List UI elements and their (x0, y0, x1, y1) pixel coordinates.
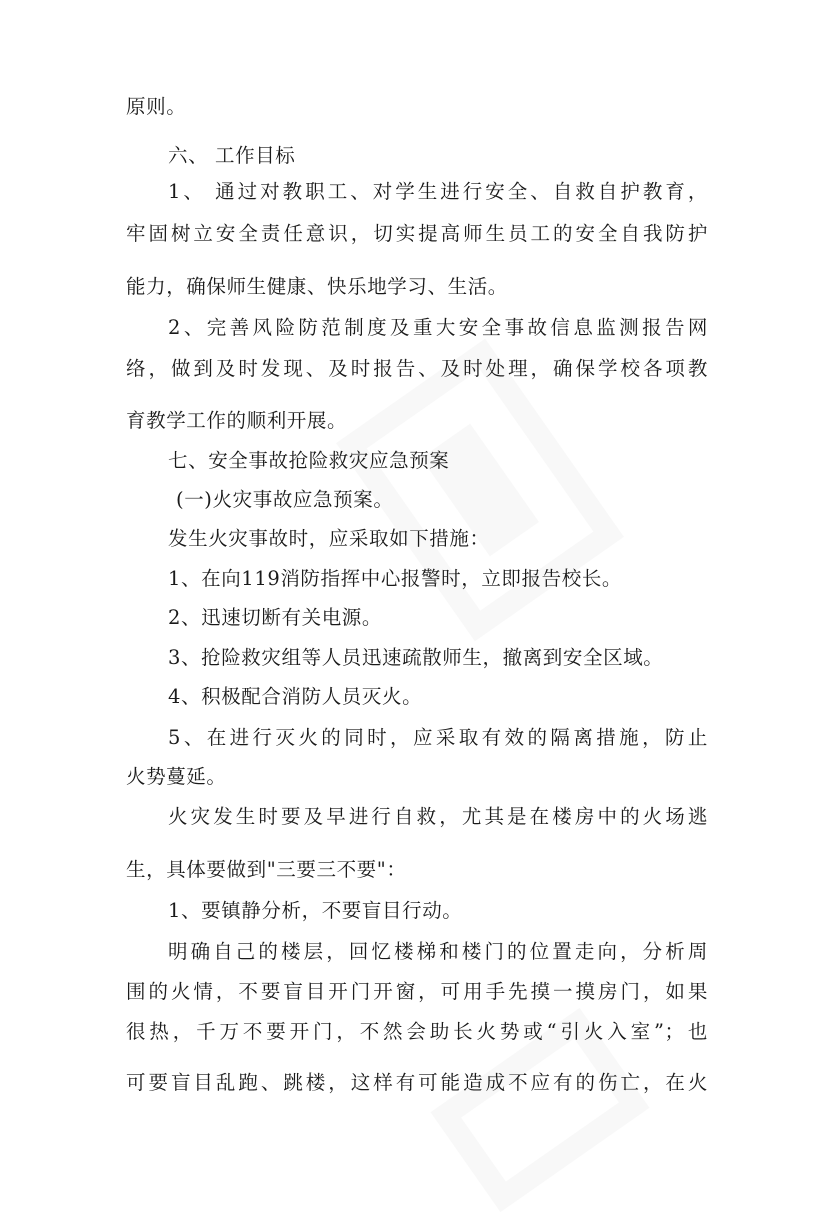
list-item: 4、积极配合消防人员灭火。 (168, 685, 423, 708)
list-item: 2、迅速切断有关电源。 (168, 606, 383, 629)
text-line: 很热，千万不要开门，不然会助长火势或“引火入室”；也 (126, 1020, 708, 1043)
text-line: 围的火情，不要盲目开门开窗，可用手先摸一摸房门，如果 (126, 980, 708, 1003)
text-line: 络，做到及时发现、及时报告、及时处理，确保学校各项教 (126, 357, 708, 380)
text-line: 火势蔓延。 (126, 765, 227, 788)
text-line: 原则。 (126, 95, 187, 118)
text-line: 发生火灾事故时，应采取如下措施： (168, 527, 490, 550)
section-heading-emergency-plan: 七、安全事故抢险救灾应急预案 (168, 449, 450, 472)
list-item: 1、要镇静分析，不要盲目行动。 (168, 899, 463, 922)
text-line: 2、完善风险防范制度及重大安全事故信息监测报告网 (168, 316, 708, 339)
section-heading-work-goals: 六、 工作目标 (168, 144, 296, 167)
text-line: 明确自己的楼层，回忆楼梯和楼门的位置走向，分析周 (168, 940, 708, 963)
list-item: 1、在向119消防指挥中心报警时，立即报告校长。 (168, 567, 623, 590)
subsection-heading-fire: (一)火灾事故应急预案。 (176, 488, 394, 511)
text-line: 育教学工作的顺利开展。 (126, 409, 348, 432)
text-line: 1、 通过对教职工、对学生进行安全、自救自护教育， (168, 180, 708, 203)
text-line: 能力，确保师生健康、快乐地学习、生活。 (126, 275, 508, 298)
text-line: 牢固树立安全责任意识，切实提高师生员工的安全自我防护 (126, 222, 708, 245)
list-item: 5、在进行灭火的同时，应采取有效的隔离措施，防止 (168, 726, 708, 749)
list-item: 3、抢险救灾组等人员迅速疏散师生，撤离到安全区域。 (168, 646, 664, 669)
text-line: 生，具体要做到"三要三不要"： (126, 858, 407, 881)
text-line: 可要盲目乱跑、跳楼，这样有可能造成不应有的伤亡，在火 (126, 1071, 708, 1094)
text-line: 火灾发生时要及早进行自救，尤其是在楼房中的火场逃 (168, 805, 708, 828)
